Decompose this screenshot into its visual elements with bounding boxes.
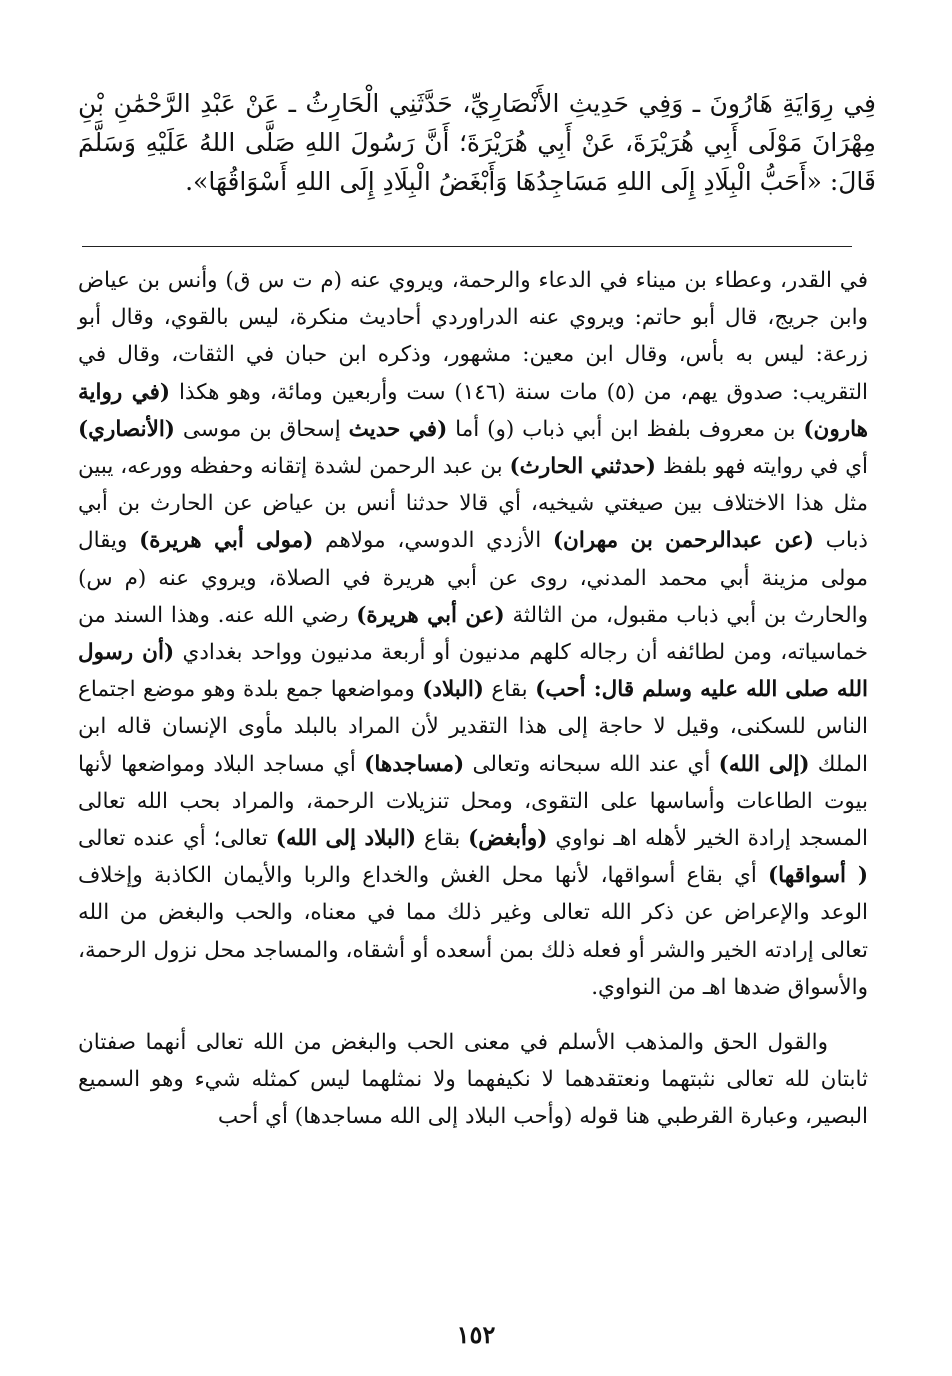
commentary: [78, 262, 868, 1136]
hadith-text: فِي رِوَايَةِ هَارُونَ ـ وَفِي حَدِيثِ الأَنْصَارِيِّ، حَدَّثَنِي الْحَارِثُ ـ عَنْ عَبْدِ الرَّحْمَٰنِ بْنِ مِهْرَانَ مَوْلَى أَبِي هُرَيْرَةَ، عَنْ أَبِي هُرَيْرَةَ؛ أَنَّ رَسُولَ اللهِ صَلَّى اللهُ عَلَيْهِ وَسَلَّمَ قَالَ: «أَحَبُّ الْبِلَادِ إِلَى اللهِ مَسَاجِدُهَا وَأَبْغَضُ الْبِلَادِ إِلَى اللهِ أَسْوَاقُهَا».: [78, 89, 876, 196]
commentary-text: في القدر، وعطاء بن ميناء في الدعاء والرحمة، ويروي عنه (م ت س ق) وأنس بن عياض وابن جريج، قال أبو حاتم: ويروي عنه الدراوردي أحاديث منكرة، ليس بالقوي، وقال أبو زرعة: ليس به بأس، وقال ابن معين: مشهور، وذكره ابن حبان في الثقات، وقال في التقريب: صدوق يهم، من (٥) مات سنة (١٤٦) ست وأربعين ومائة، وهو هكذا: [78, 268, 869, 405]
bold-phrase: (حدثني الحارث): [509, 454, 656, 480]
commentary-text: أي مساجد البلاد ومواضعها لأنها بيوت الطاعات وأساسها على التقوى، ومحل تنزيلات الرحمة، والمراد بحب الله تعالى المسجد إرادة الخير لأهله اهـ نواوي: [78, 751, 868, 852]
bold-phrase: (الأنصاري): [78, 416, 175, 442]
bold-phrase: (إلى الله): [718, 751, 810, 777]
commentary-text: بن عبد الرحمن لشدة إتقانه وحفظه وورعه، يبين مثل هذا الاختلاف بين صيغتي شيخيه، أي قالا حدثنا أنس بن عياض عن الحارث بن أبي ذباب: [78, 454, 869, 554]
bold-phrase: (في رواية هارون): [78, 379, 868, 442]
commentary-text: أي بقاع أسواقها، لأنها محل الغش والخداع والربا والأيمان الكاذبة وإخلاف الوعد والإعراض عن ذكر الله تعالى وغير ذلك مما في معناه، والحب والبغض من الله تعالى إرادته الخير والشر أو فعله ذلك بمن أسعده أو أشقاه، والمساجد محل نزول الرحمة، والأسواق ضدها اهـ من النواوي.: [78, 863, 868, 1000]
page-number: ١٥٢: [456, 1320, 496, 1349]
bold-phrase: (عن عبدالرحمن بن مهران): [552, 528, 814, 554]
commentary-text: بقاع: [416, 826, 469, 852]
commentary-text: أي في روايته فهو بلفظ: [655, 454, 868, 480]
commentary-text: الأزدي الدوسي، مولاهم: [313, 528, 553, 554]
footnote-divider: [82, 246, 852, 247]
commentary-text: تعالى؛ أي عنده تعالى: [78, 826, 276, 852]
commentary-text: ومواضعها جمع بلدة وهو موضع اجتماع الناس للسكنى، وقيل لا حاجة إلى هذا التقدير لأن المراد بالبلد مأوى الإنسان قاله ابن الملك: [78, 677, 868, 777]
bold-phrase: (البلاد): [422, 677, 484, 703]
commentary-paragraph: [78, 262, 868, 1006]
commentary-text: إسحاق بن موسى: [174, 416, 349, 442]
bold-phrase: (مولى أبي هريرة): [139, 528, 314, 554]
bold-phrase: (وأبغض): [468, 826, 548, 852]
commentary-text: رضي الله عنه. وهذا السند من خماسياته، ومن لطائفه أن رجاله كلهم مدنيون أو أربعة مدنيون وواحد بغدادي: [78, 602, 869, 666]
bold-phrase: (في حديث: [348, 416, 448, 442]
bold-phrase: (أن رسول الله صلى الله عليه وسلم قال: أحب): [78, 640, 868, 703]
bold-phrase: (مساجدها): [364, 751, 465, 777]
bold-phrase: (عن أبي هريرة): [356, 602, 505, 628]
bold-phrase: ( أسواقها): [768, 863, 869, 889]
commentary-paragraph: والقول الحق والمذهب الأسلم في معنى الحب والبغض من الله تعالى أنهما صفتان ثابتان لله تعالى نثبتهما ونعتقدهما لا نكيفهما ولا نمثلهما ليس كمثله شيء وهو السميع البصير، وعبارة القرطبي هنا قوله (وأحب البلاد إلى الله مساجدها) أي أحب: [78, 1030, 868, 1130]
commentary-text: بقاع: [483, 677, 536, 703]
commentary-text: أي عند الله سبحانه وتعالى: [464, 751, 719, 777]
bold-phrase: (البلاد إلى الله): [275, 826, 417, 852]
commentary-text: بن معروف بلفظ ابن أبي ذباب (و) أما: [447, 416, 804, 442]
commentary-text: ويقال مولى مزينة أبي محمد المدني، روى عن أبي هريرة في الصلاة، ويروي عنه (م س) والحارث بن أبي ذباب مقبول، من الثالثة: [78, 528, 869, 628]
